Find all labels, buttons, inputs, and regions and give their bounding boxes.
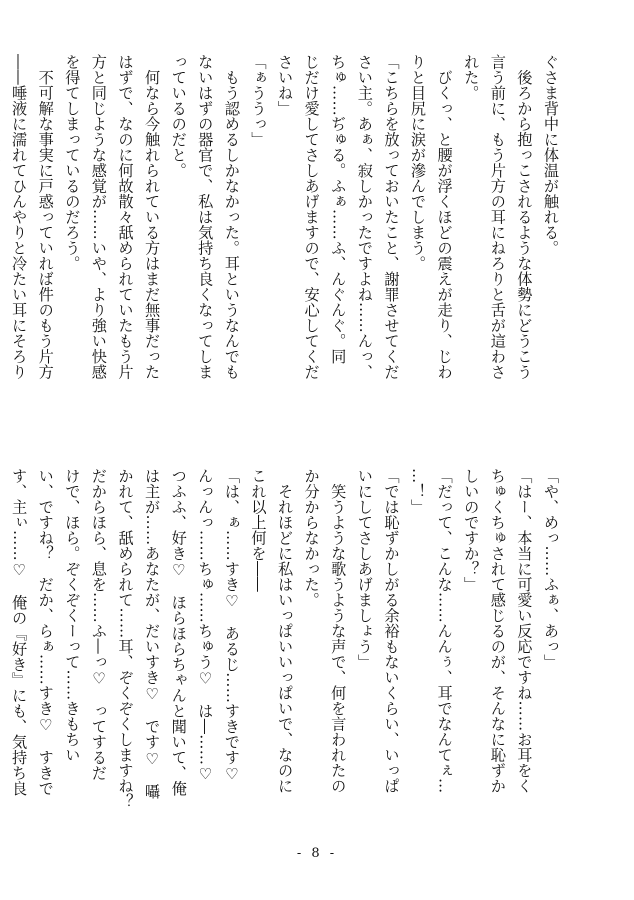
text-line: ないはずの器官で、私は気持ち良くなってしま [196,54,215,380]
text-line: はずで、なのに何故散々舐められていたもう片 [116,54,135,380]
text-line: もう認めるしかなかった。耳というなんでも [222,54,241,380]
text-line: っているのだと。 [169,54,188,178]
text-line: んっんっ……ちゅ……ちゅう♡ は―……♡ [196,468,215,784]
text-line: 「では恥ずかしがる余裕もないくらい、いっぱ [382,468,401,794]
text-line: 「こちらを放っておいたこと、謝罪させてくだ [382,54,401,380]
text-line: さい主。あぁ、寂しかったですよね……んっ、 [355,54,374,380]
text-line: は主が……あなたが、だいすき♡ です♡ 囁 [143,468,162,800]
text-line: 笑うような歌うような声で、何を言われたの [329,468,348,794]
text-line: 方と同じような感覚が……いや、より強い快感 [89,54,108,380]
text-line: 後ろから抱っこされるような体勢にどうこう [515,54,534,380]
text-line: これ以上何を―― [249,468,268,592]
text-line: しいのですか？」 [462,468,481,592]
text-line [0,54,6,414]
text-line: れた。 [462,54,481,101]
text-line: びくっ、と腰が浮くほどの震えが走り、じわ [435,54,454,380]
text-line: 言う前に、もう片方の耳にねろりと舌が這わさ [488,54,507,380]
text-line: 「ぁううっ」 [249,54,268,147]
text-line: それほどに私はいっぱいいっぱいで、なのに [276,468,295,794]
text-line: ――唾液に濡れてひんやりと冷たい耳にそろり [10,54,29,380]
text-line: 「は、ぁ……すき♡ あるじ……すきです♡ [222,468,241,784]
text-line: 「や、めっ……ふぁ、あっ」 [542,468,560,670]
text-line: …！」 [409,468,428,515]
text-line: い、ですね？ だか、らぁ……すき♡ すきで [36,468,55,797]
text-line: 何なら今触れられている方はまだ無事だった [143,54,162,380]
text-line: ちゅくちゅされて感じるのが、そんなに恥ずか [488,468,507,794]
text-line: ぐさま背中に体温が触れる。 [542,54,560,256]
text-line: だからほら、息を……ふ―っ♡ ってするだ [89,468,108,781]
page-number: - 8 - [296,846,338,861]
text-line: す、主ぃ……♡ 俺の『好き』にも、気持ち良 [10,468,29,797]
text-line: かれて、舐められて……耳、ぞくぞくしますね？ [116,468,135,809]
text-line: さいね」 [276,54,295,116]
bottom-text-block [10,468,564,830]
text-line: いにしてさしあげましょう」 [355,468,374,670]
text-line: を得てしまっているのだろう。 [63,54,82,271]
top-text-block [10,54,564,414]
text-line: 「だって、こんな……んんぅ、耳でなんてぇ… [435,468,454,794]
text-line: 「はー、本当に可愛い反応ですね……お耳をく [515,468,534,794]
text-line: ちゅ……ぢゅる。ふぁ……ふ、んぐんぐ。同 [329,54,348,364]
text-line: 不可解な事実に戸惑っていれば件のもう片方 [36,54,55,380]
text-line: か分からなかった。 [302,468,321,608]
text-line: じだけ愛してさしあげますので、安心してくだ [302,54,321,380]
text-line: けで、ほら。ぞくぞくーって……きもちい [63,468,82,763]
text-line [0,468,6,830]
text-line: つふふ、好き♡ ほらほらちゃんと聞いて、俺 [169,468,188,797]
text-line: りと目尻に涙が滲んでしまう。 [409,54,428,271]
